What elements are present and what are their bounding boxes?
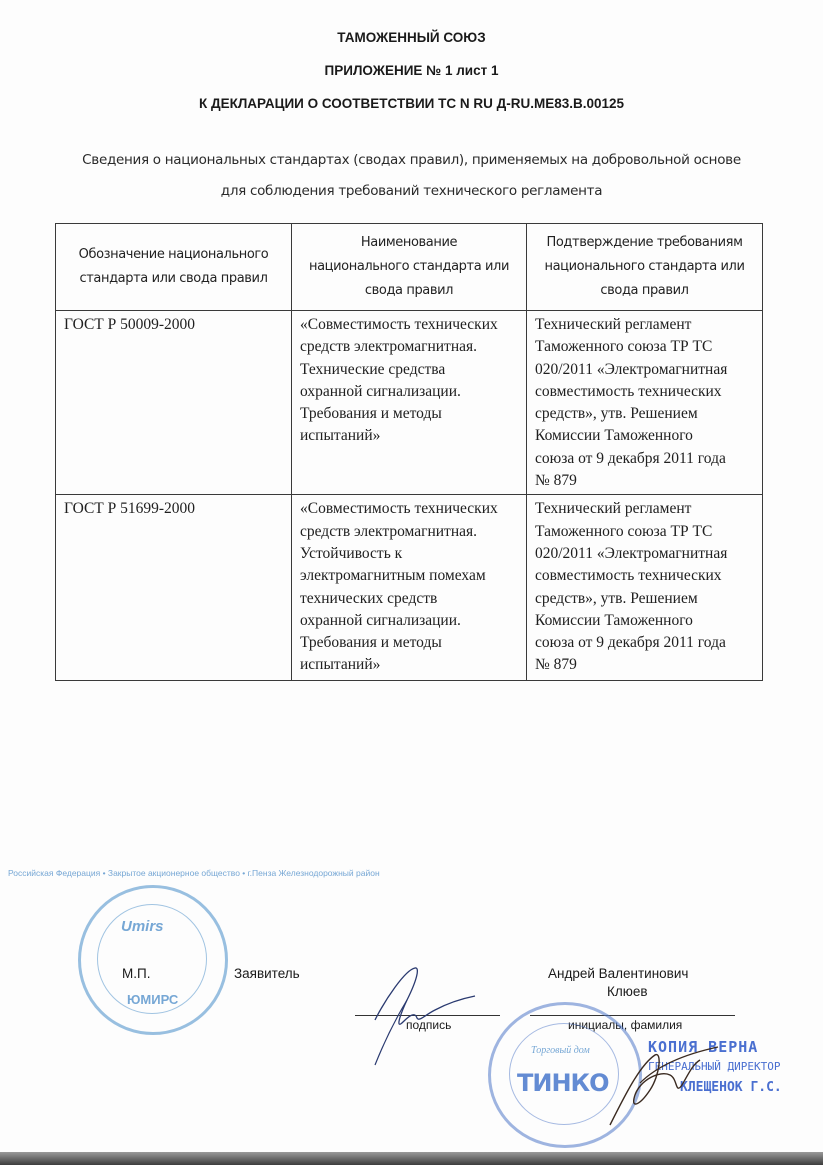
signature-caption: подпись <box>406 1018 452 1032</box>
handwritten-signature-icon <box>355 960 495 1070</box>
cell-line: № 879 <box>535 472 577 490</box>
header-name <box>292 224 527 311</box>
seal-place-label: М.П. <box>122 966 151 981</box>
header-confirmation <box>527 224 763 311</box>
header-text: Наименование <box>360 235 458 250</box>
cell-line: Технический регламент <box>535 500 692 518</box>
header-text: национального стандарта или <box>544 259 745 274</box>
cell-line: охранной сигнализации. <box>300 611 461 629</box>
cell-line: совместимость технических <box>535 382 722 400</box>
seal-firm: ЮМИРС <box>127 992 179 1007</box>
cell-line: союза от 9 декабря 2011 года <box>535 634 726 652</box>
cell-line: средств», утв. Решением <box>535 405 698 423</box>
cell-line: совместимость технических <box>535 567 722 585</box>
subtitle-line-2: для соблюдения требований технического регламента <box>220 183 603 199</box>
header-text: Обозначение национального <box>78 247 269 262</box>
cell-line: средств электромагнитная. <box>300 522 478 540</box>
cell-line: Таможенного союза ТР ТС <box>535 338 713 356</box>
cell-name <box>292 495 527 681</box>
seal-tinko: ТИНКО <box>517 1069 609 1097</box>
cell-name <box>292 311 527 495</box>
cell-line: технических средств <box>300 589 438 607</box>
header-appendix: ПРИЛОЖЕНИЕ № 1 лист 1 <box>324 63 499 78</box>
cell-line: средств электромагнитная. <box>300 338 478 356</box>
company-seal-left <box>78 885 228 1035</box>
cell-line: испытаний» <box>300 656 381 674</box>
cell-line: Технический регламент <box>535 316 692 333</box>
cell-confirmation <box>527 495 763 681</box>
cell-line: Требования и методы <box>300 634 442 652</box>
director-signature-icon <box>600 1035 720 1140</box>
name-caption: инициалы, фамилия <box>568 1018 683 1032</box>
applicant-label: Заявитель <box>234 966 300 981</box>
header-declaration: К ДЕКЛАРАЦИИ О СООТВЕТСТВИИ ТС N RU Д-RU.МЕ83.В.00125 <box>198 96 625 111</box>
table-row <box>56 495 763 681</box>
seal-brand: Umirs <box>121 918 164 935</box>
cell-line: «Совместимость технических <box>300 316 498 333</box>
cell-code: ГОСТ Р 51699-2000 <box>56 495 292 681</box>
header-union: ТАМОЖЕННЫЙ СОЮЗ <box>337 30 486 45</box>
cell-line: охранной сигнализации. <box>300 382 461 400</box>
cell-line: 020/2011 «Электромагнитная <box>535 544 728 562</box>
seal-ring-text: Российская Федерация • Закрытое акционерное общество • г.Пенза Железнодорожный район <box>8 868 380 878</box>
cell-line: Таможенного союза ТР ТС <box>535 522 713 540</box>
cell-line: «Совместимость технических <box>300 500 498 518</box>
signer-surname: Клюев <box>607 984 648 999</box>
subtitle-line-1: Сведения о национальных стандартах (сводах правил), применяемых на добровольной основе <box>82 152 741 168</box>
cell-line: испытаний» <box>300 427 381 445</box>
copy-stamp-name: КЛЕЩЕНОК Г.С. <box>680 1080 782 1095</box>
standards-table <box>55 223 763 681</box>
cell-line: Требования и методы <box>300 405 442 423</box>
seal-trade-house: Торговый дом <box>531 1045 590 1056</box>
cell-line: Устойчивость к <box>300 544 403 562</box>
cell-line: 020/2011 «Электромагнитная <box>535 360 728 378</box>
cell-line: Комиссии Таможенного <box>535 427 693 445</box>
header-text: свода правил <box>364 283 454 298</box>
copy-stamp-position: ГЕНЕРАЛЬНЫЙ ДИРЕКТОР <box>648 1060 781 1073</box>
scan-bottom-edge <box>0 1152 823 1165</box>
copy-certified-stamp: КОПИЯ ВЕРНА <box>648 1038 759 1056</box>
header-text: национального стандарта или <box>309 259 509 274</box>
header-text: свода правил <box>600 283 689 298</box>
header-designation <box>56 224 292 311</box>
table-header-row <box>56 224 763 311</box>
cell-line: № 879 <box>535 656 577 674</box>
cell-line: Технические средства <box>300 360 446 378</box>
cell-line: Комиссии Таможенного <box>535 611 693 629</box>
cell-line: электромагнитным помехам <box>300 567 486 585</box>
cell-line: союза от 9 декабря 2011 года <box>535 449 726 467</box>
cell-confirmation <box>527 311 763 495</box>
header-text: стандарта или свода правил <box>79 271 268 286</box>
header-text: Подтверждение требованиям <box>546 235 743 250</box>
signer-first-names: Андрей Валентинович <box>548 966 689 981</box>
cell-line: средств», утв. Решением <box>535 589 698 607</box>
table-row <box>56 311 763 495</box>
cell-code: ГОСТ Р 50009-2000 <box>56 311 292 495</box>
